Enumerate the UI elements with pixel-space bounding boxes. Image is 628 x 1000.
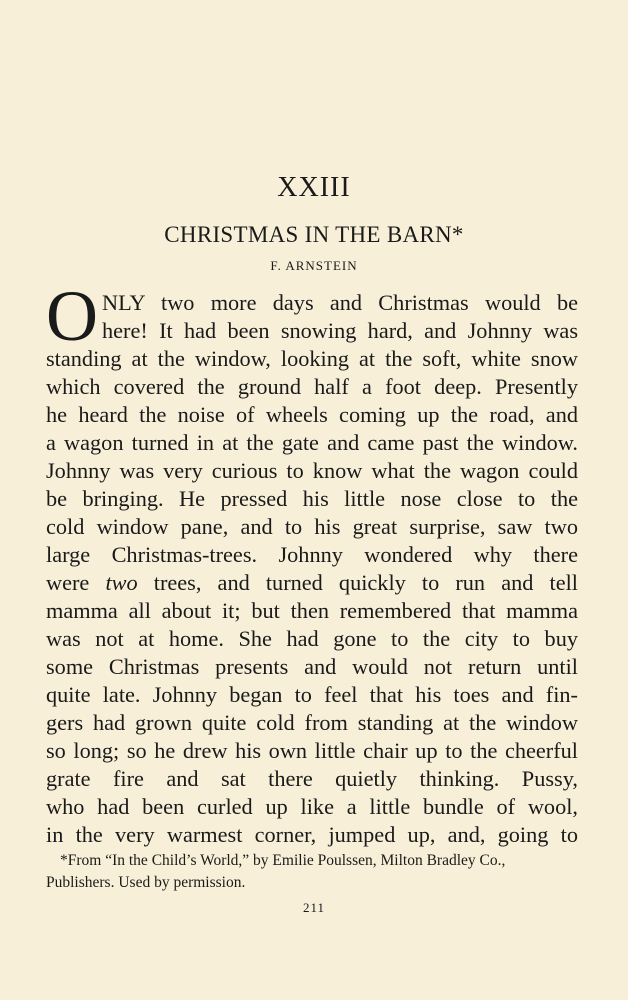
drop-cap: O <box>46 276 98 356</box>
text-line: here! It had been snowing hard, and Johnny was <box>102 318 578 343</box>
text-line: which covered the ground half a foot deep. Presently <box>46 374 578 399</box>
text-line: large Christmas-trees. Johnny wondered why there <box>46 542 578 567</box>
chapter-number: XXIII <box>277 172 351 203</box>
text-line: standing at the window, looking at the soft, white snow <box>46 346 578 371</box>
text-line: Johnny was very curious to know what the wagon could <box>46 458 578 483</box>
text-segment: trees, and turned quickly to run and tell <box>137 570 578 595</box>
text-line: a wagon turned in at the gate and came past the window. <box>46 430 578 455</box>
text-line: so long; so he drew his own little chair up to the cheerful <box>46 738 578 763</box>
text-line: mamma all about it; but then remembered that mamma <box>46 598 578 623</box>
page-number: 211 <box>302 900 326 915</box>
text-line: he heard the noise of wheels coming up the road, and <box>46 402 578 427</box>
text-line: NLY two more days and Christmas would be <box>102 290 578 315</box>
text-line: be bringing. He pressed his little nose close to the <box>46 486 578 511</box>
text-segment: were <box>46 570 106 595</box>
text-line: grate fire and sat there quietly thinking. Pussy, <box>46 766 578 791</box>
text-line: some Christmas presents and would not return until <box>46 654 578 679</box>
chapter-author: F. ARNSTEIN <box>270 258 358 273</box>
text-line: gers had grown quite cold from standing at the window <box>46 710 578 735</box>
footnote-line: *From “In the Child’s World,” by Emilie Poulssen, Milton Bradley Co., <box>60 852 506 869</box>
footnote <box>46 850 578 894</box>
body-text <box>46 289 578 849</box>
text-line: was not at home. She had gone to the city to buy <box>46 626 578 651</box>
emphasis-text: two <box>105 570 138 595</box>
text-line: quite late. Johnny began to feel that his toes and fin- <box>46 682 578 707</box>
chapter-title: CHRISTMAS IN THE BARN* <box>164 222 464 247</box>
footnote-line: Publishers. Used by permission. <box>46 874 246 891</box>
text-line: in the very warmest corner, jumped up, and, going to <box>46 822 578 847</box>
text-line: cold window pane, and to his great surprise, saw two <box>46 514 578 539</box>
text-line: who had been curled up like a little bundle of wool, <box>46 794 578 819</box>
text-line <box>46 569 578 597</box>
